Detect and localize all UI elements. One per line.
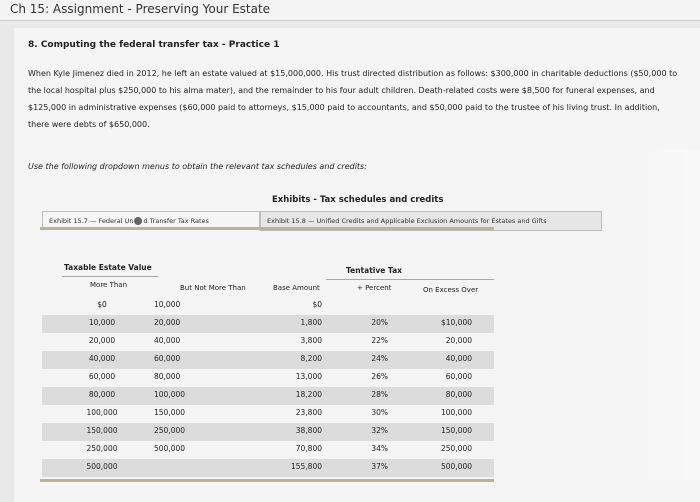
cell-not-more-than: 250,000 [154, 426, 186, 435]
table-row [42, 387, 494, 405]
table-row [42, 297, 494, 315]
cell-not-more-than: 10,000 [154, 300, 181, 309]
col-more-than: More Than [90, 281, 128, 289]
col-but-not-more-than: But Not More Than [180, 284, 246, 292]
cell-not-more-than: 100,000 [154, 390, 186, 399]
instruction-text: Use the following dropdown menus to obtain the relevant tax schedules and credits: [28, 162, 367, 171]
cell-not-more-than: 20,000 [154, 318, 181, 327]
cell-percent: 30% [371, 408, 388, 417]
hand-cursor-icon [134, 217, 142, 225]
table-row [42, 423, 494, 441]
cell-more-than: 100,000 [86, 408, 118, 417]
window-titlebar [0, 0, 700, 21]
window-title: Ch 15: Assignment - Preserving Your Estate [10, 2, 271, 16]
cell-excess-over: 250,000 [440, 444, 472, 453]
cell-base-amount: $0 [312, 300, 322, 309]
table-row [42, 405, 494, 423]
cell-base-amount: 13,000 [295, 372, 322, 381]
cell-percent: 22% [371, 336, 388, 345]
cell-not-more-than: 60,000 [154, 354, 181, 363]
cell-excess-over: $10,000 [440, 318, 472, 327]
tentative-tax-underline [326, 279, 494, 280]
table-bottom-rule [40, 479, 494, 482]
cell-not-more-than: 150,000 [154, 408, 186, 417]
cell-base-amount: 38,800 [295, 426, 322, 435]
cell-percent: 32% [371, 426, 388, 435]
cell-excess-over: 40,000 [445, 354, 472, 363]
cell-more-than: $0 [97, 300, 107, 309]
cell-percent: 28% [371, 390, 388, 399]
cell-percent: 20% [371, 318, 388, 327]
cell-base-amount: 3,800 [300, 336, 322, 345]
table-row [42, 369, 494, 387]
table-row [42, 441, 494, 459]
cell-more-than: 250,000 [86, 444, 118, 453]
exhibits-heading: Exhibits - Tax schedules and credits [272, 195, 444, 205]
col-on-excess-over: On Excess Over [423, 286, 479, 294]
cell-more-than: 500,000 [86, 462, 118, 471]
cell-excess-over: 500,000 [440, 462, 472, 471]
cell-excess-over: 80,000 [445, 390, 472, 399]
header-taxable-estate: Taxable Estate Value [64, 263, 152, 272]
cell-base-amount: 1,800 [300, 318, 322, 327]
cell-excess-over: 150,000 [440, 426, 472, 435]
table-top-rule [40, 227, 494, 230]
cell-not-more-than: 40,000 [154, 336, 181, 345]
cell-more-than: 150,000 [86, 426, 118, 435]
cell-excess-over: 100,000 [440, 408, 472, 417]
cell-more-than: 10,000 [88, 318, 116, 327]
tab-exhibit-15-7-label-start: Exhibit 15.7 — Federal Un [49, 217, 134, 225]
cell-more-than: 20,000 [88, 336, 116, 345]
cell-base-amount: 8,200 [300, 354, 322, 363]
cell-not-more-than: 80,000 [154, 372, 181, 381]
cell-base-amount: 70,800 [295, 444, 322, 453]
col-percent: + Percent [357, 284, 392, 292]
cell-base-amount: 23,800 [295, 408, 322, 417]
cell-percent: 24% [371, 354, 388, 363]
cell-base-amount: 18,200 [295, 390, 322, 399]
table-row [42, 459, 494, 477]
cell-base-amount: 155,800 [290, 462, 322, 471]
cell-percent: 37% [371, 462, 388, 471]
cell-more-than: 60,000 [88, 372, 116, 381]
tab-exhibit-15-7-label-end: d Transfer Tax Rates [143, 217, 209, 225]
cell-excess-over: 60,000 [445, 372, 472, 381]
tab-exhibit-15-8[interactable]: Exhibit 15.8 — Unified Credits and Applicable Exclusion Amounts for Estates and Gifts [260, 211, 602, 231]
cell-more-than: 40,000 [88, 354, 116, 363]
table-row [42, 333, 494, 351]
col-base-amount: Base Amount [273, 284, 320, 292]
screen-glare [640, 150, 700, 480]
cell-percent: 34% [371, 444, 388, 453]
cell-more-than: 80,000 [88, 390, 116, 399]
taxable-estate-underline [62, 276, 158, 277]
header-tentative-tax: Tentative Tax [346, 266, 402, 275]
cell-excess-over: 20,000 [445, 336, 472, 345]
table-row [42, 315, 494, 333]
question-paragraph: When Kyle Jimenez died in 2012, he left an estate valued at $15,000,000. His trust directed distribution as follows: $300,000 in charitable deductions ($50,000 to the local hospital plus $250,000 to his alma mater), and the remainder to his four adult children. Death-related costs were $8,500 for funeral expenses, and $125,000 in administrative expenses ($60,000 paid to attorneys, $15,000 paid to accountants, and $50,000 paid to the trustee of his living trust. In addition, there were debts of $650,000. [28, 69, 678, 129]
question-title: 8. Computing the federal transfer tax - Practice 1 [28, 40, 280, 50]
cell-percent: 26% [371, 372, 388, 381]
table-row [42, 351, 494, 369]
cell-not-more-than: 500,000 [154, 444, 186, 453]
